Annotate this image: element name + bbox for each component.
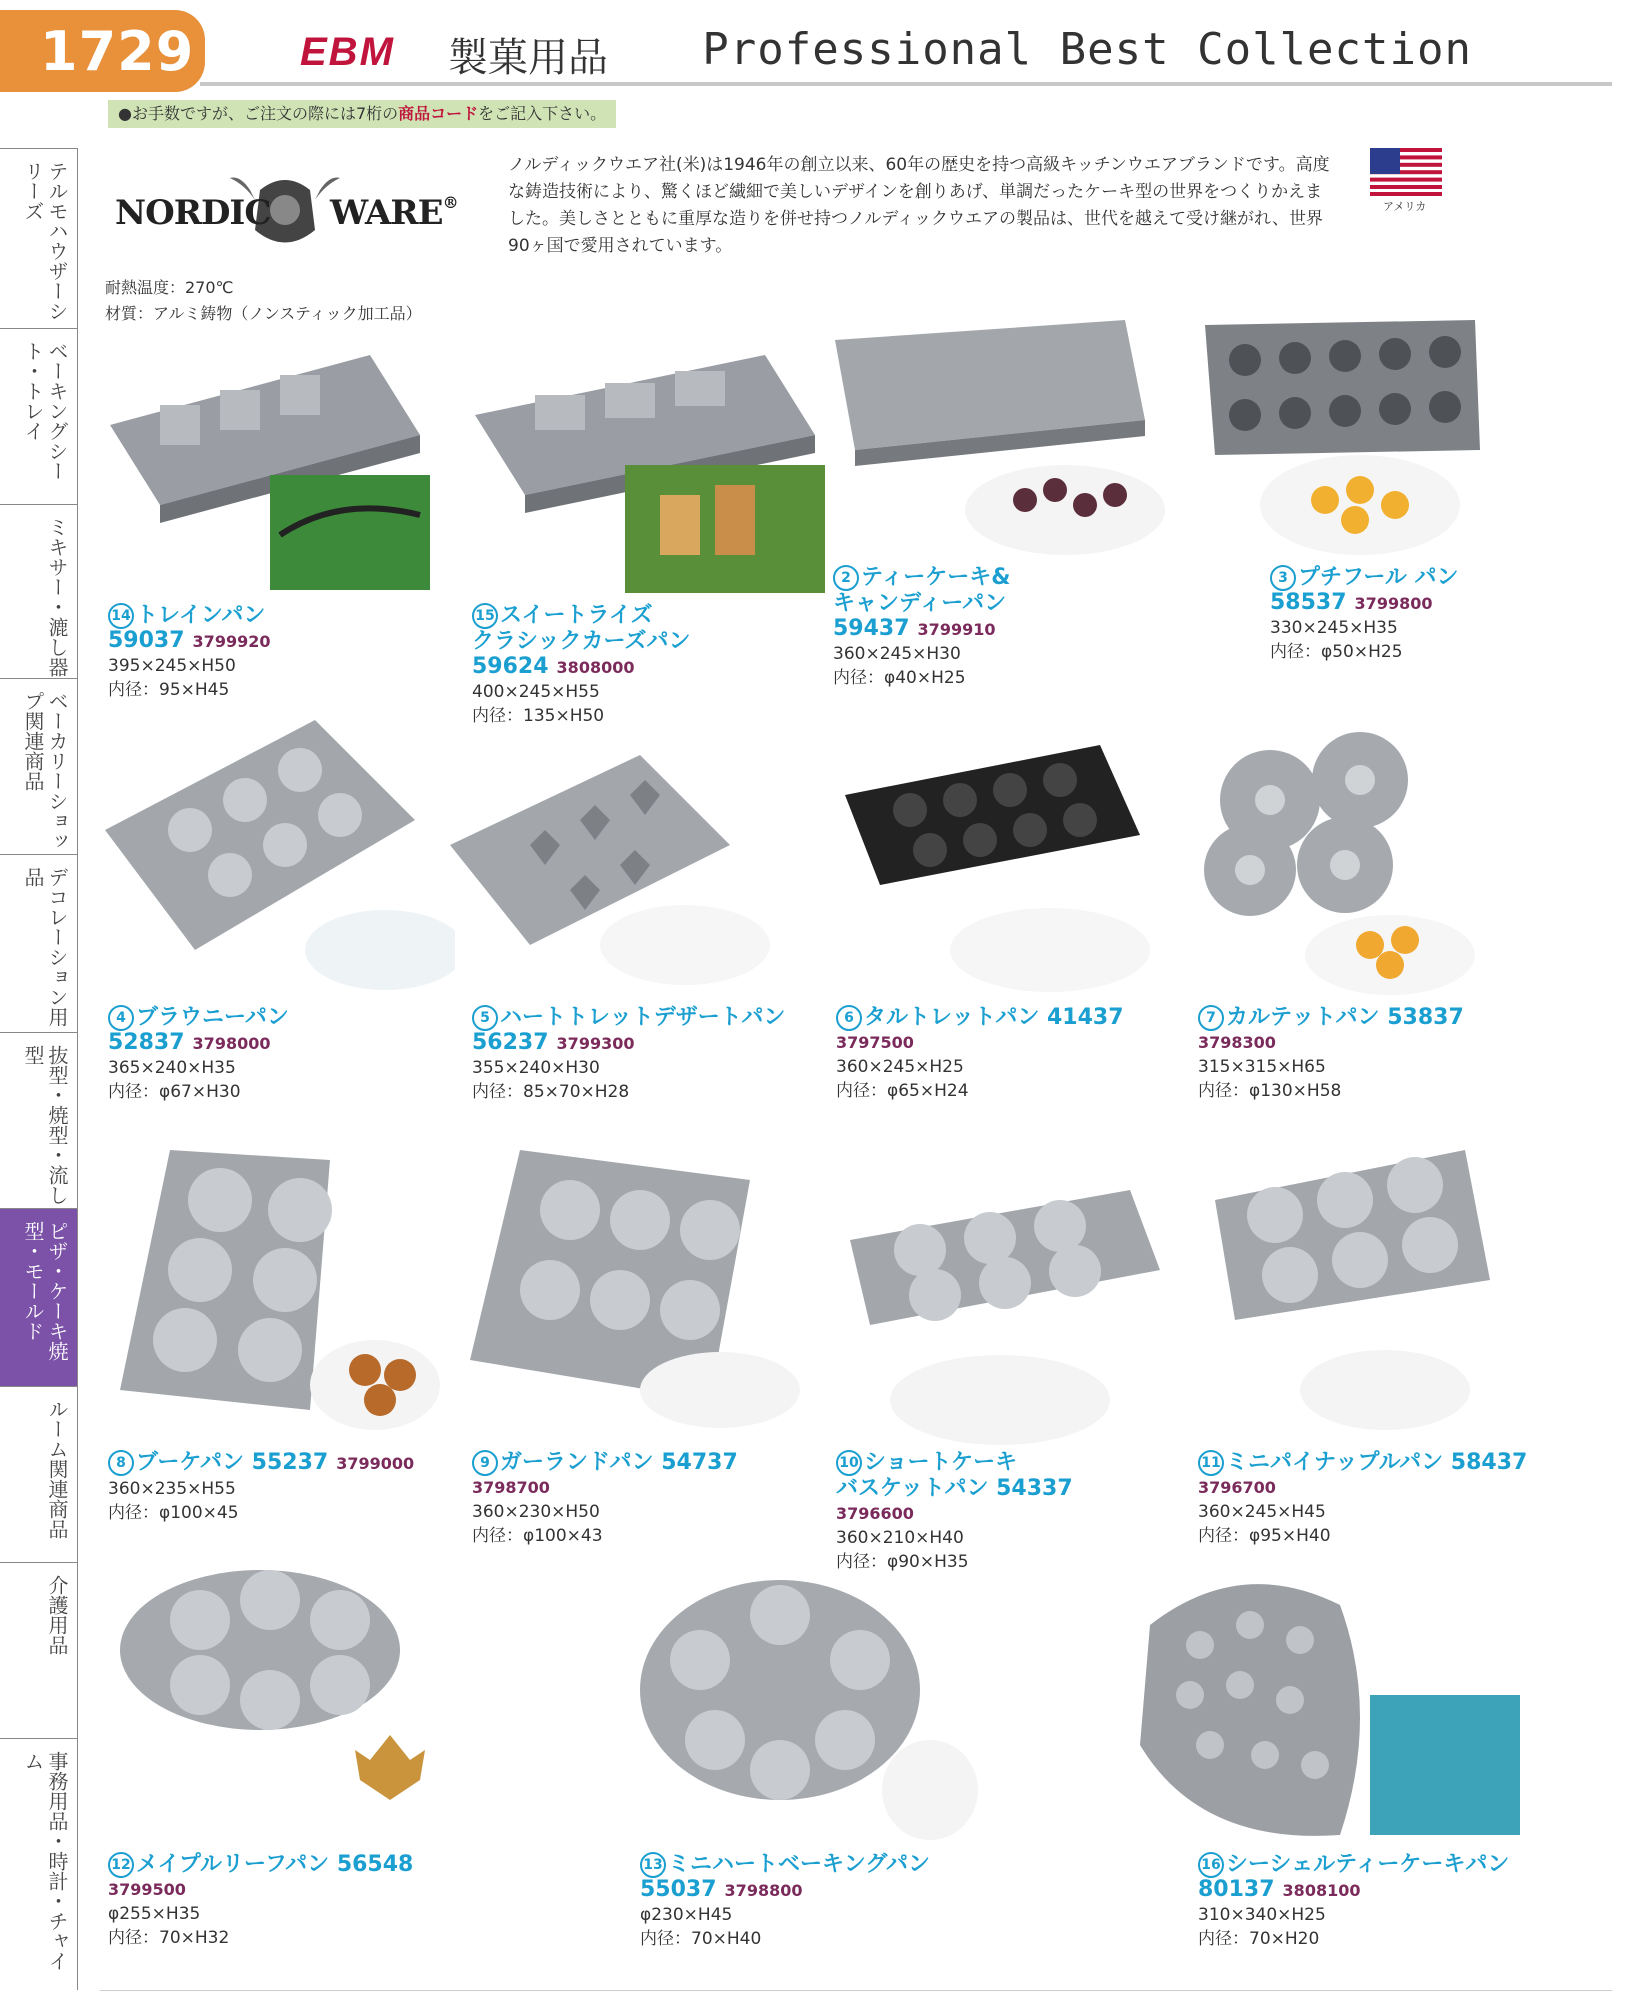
quartet-pan-image	[1180, 720, 1480, 1010]
side-tab-baking-sheet[interactable]: ベーキングシート・トレイ	[0, 328, 78, 504]
product-tea-cake-pan: 2 ティーケーキ& キャンディーパン 59437 3799910 360×245×H30 内径：φ40×H25	[833, 565, 1011, 688]
product-tartlet-pan: 6 タルトレットパン 41437 3797500 360×245×H25 内径：φ65×H24	[836, 1005, 1124, 1101]
product-petit-four-pan: 3 プチフール パン 58537 3799800 330×245×H35 内径：φ50×H25	[1270, 565, 1459, 662]
brand-intro: ノルディックウエア社(米)は1946年の創立以来、60年の歴史を持つ高級キッチンウエアブランドです。高度な鋳造技術により、驚くほど繊細で美しいデザインを創りあげ、単調だったケーキ型の世界をつくりかえました。美しさとともに重厚な造りを併せ持つノルディックウエアの製品は、世代を越えて受け継がれ、世界90ヶ国で愛用されています。	[508, 155, 1330, 256]
product-mini-heart-pan: 13 ミニハートベーキングパン 55037 3798800 φ230×H45 内径：70×H40	[640, 1852, 931, 1949]
header-divider	[200, 82, 1612, 86]
mini-heart-pan-image	[630, 1560, 980, 1850]
brand-logo: EBM	[300, 30, 395, 74]
tea-cake-candy-pan-image	[825, 310, 1165, 560]
side-tab-room[interactable]: ルーム関連商品	[0, 1386, 78, 1562]
product-heart-tartlet-pan: 5 ハートトレットデザートパン 56237 3799300 355×240×H30 内径：85×70×H28	[472, 1005, 786, 1102]
product-classic-cars-pan: 15 スイートライズ クラシックカーズパン 59624 3808000 400×245×H55 内径：135×H50	[472, 603, 691, 726]
heat-resistance: 耐熱温度：270℃	[105, 278, 234, 297]
classic-cars-pan-image	[465, 335, 825, 595]
brand-logo-right: WARE®	[330, 193, 458, 233]
side-tab-mixer[interactable]: ミキサー・漉し器	[0, 504, 78, 678]
side-tab-thermohauser[interactable]: テルモハウザーシリーズ	[0, 148, 78, 328]
product-bouquet-pan: 8 ブーケパン 55237 3799000 360×235×H55 内径：φ100×45	[108, 1450, 415, 1523]
garland-pan-image	[460, 1140, 800, 1440]
side-tab-office[interactable]: 事務用品・時計・チャイム	[0, 1738, 78, 1990]
collection-title: Professional Best Collection	[702, 24, 1472, 75]
category-title: 製菓用品	[448, 35, 608, 81]
product-train-pan: 14 トレインパン 59037 3799920 395×245×H50 内径：95×H45	[108, 603, 271, 700]
order-notice: ●お手数ですが、ご注文の際には7桁の商品コードをご記入下さい。	[108, 100, 616, 128]
product-seashell-pan: 16 シーシェルティーケーキパン 80137 3808100 310×340×H25 内径：70×H20	[1198, 1852, 1510, 1949]
heart-tartlet-pan-image	[440, 745, 780, 1005]
bouquet-pan-image	[110, 1140, 440, 1440]
page-number: 1729	[0, 10, 205, 92]
side-tab-pizza-cake-molds[interactable]: ピザ・ケーキ焼型・モールド	[0, 1208, 78, 1386]
spec-block	[105, 275, 422, 327]
petit-four-pan-image	[1195, 310, 1485, 570]
country-label: アメリカ	[1383, 200, 1427, 213]
side-tab-cutters[interactable]: 抜型・焼型・流し型	[0, 1032, 78, 1208]
product-shortcake-basket-pan: 10 ショートケーキ バスケットパン 54337 3796600 360×210×H40 内径：φ90×H35	[836, 1450, 1073, 1572]
product-quartet-pan: 7 カルテットパン 53837 3798300 315×315×H65 内径：φ130×H58	[1198, 1005, 1464, 1101]
brand-logo-left: NORDIC	[115, 193, 271, 233]
side-tab-decoration[interactable]: デコレーション用品	[0, 854, 78, 1032]
product-garland-pan: 9 ガーランドパン 54737 3798700 360×230×H50 内径：φ100×43	[472, 1450, 738, 1546]
us-flag-icon	[1370, 148, 1442, 196]
product-mini-pineapple-pan: 11 ミニパイナップルパン 58437 3796700 360×245×H45 内径：φ95×H40	[1198, 1450, 1528, 1546]
mini-pineapple-pan-image	[1205, 1140, 1495, 1440]
side-tab-care[interactable]: 介護用品	[0, 1562, 78, 1738]
product-brownie-pan: 4 ブラウニーパン 52837 3798000 365×240×H35 内径：φ67×H30	[108, 1005, 289, 1102]
product-maple-leaf-pan: 12 メイプルリーフパン 56548 3799500 φ255×H35 内径：70×H32	[108, 1852, 414, 1948]
side-tab-bakery[interactable]: ベーカリーショップ関連商品	[0, 678, 78, 854]
seashell-pan-image	[1120, 1565, 1520, 1855]
shortcake-basket-pan-image	[840, 1180, 1170, 1450]
footer-divider	[100, 1990, 1612, 1991]
brownie-pan-image	[95, 710, 455, 1000]
maple-leaf-pan-image	[110, 1560, 450, 1850]
material: 材質：アルミ鋳物（ノンスティック加工品）	[105, 304, 422, 323]
tartlet-pan-image	[840, 735, 1170, 1005]
train-pan-image	[100, 335, 430, 595]
